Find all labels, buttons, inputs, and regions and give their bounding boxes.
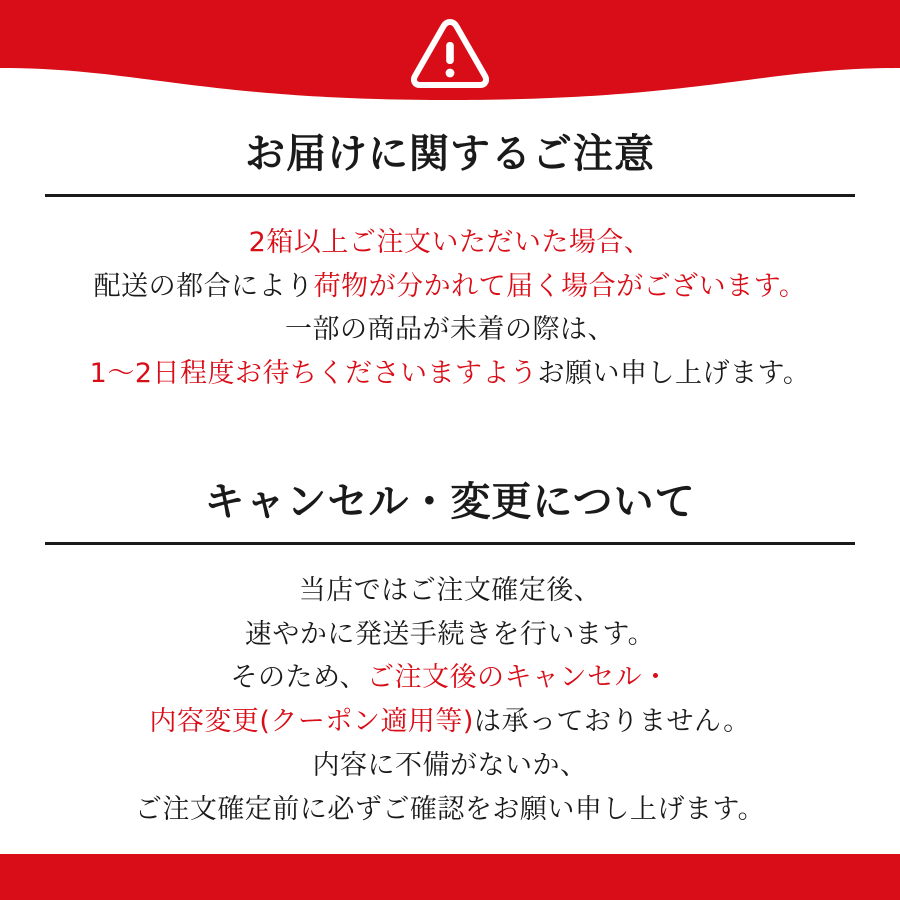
body-run: 内容変更(クーポン適用等)	[149, 706, 474, 738]
body-run: は承っておりません。	[473, 706, 751, 738]
body-line	[0, 788, 900, 832]
notice-content	[0, 110, 900, 831]
body-line	[0, 700, 900, 744]
body-line	[0, 221, 900, 265]
body-run: 2箱以上ご注文いただいた場合、	[248, 227, 652, 258]
section-body	[0, 545, 900, 831]
body-run: お願い申し上げます。	[537, 358, 811, 390]
section-heading: キャンセル・変更について	[204, 478, 696, 525]
body-line	[0, 569, 900, 613]
body-line	[0, 308, 900, 352]
body-run: ご注文確定前に必ずご確認をお願い申し上げます。	[134, 793, 766, 825]
bottom-bar	[0, 854, 900, 900]
section-spacer	[0, 396, 900, 458]
body-run: 荷物が分かれて届く場合がございます。	[313, 270, 807, 302]
body-run: 速やかに発送手続きを行います。	[244, 618, 656, 650]
body-line	[0, 613, 900, 657]
body-run: そのため、	[230, 662, 367, 694]
body-run: 一部の商品が未着の際は、	[285, 314, 615, 346]
section-heading: お届けに関するご注意	[245, 131, 655, 177]
body-run: 内容に不備がないか、	[312, 749, 588, 781]
warning-triangle-icon	[411, 18, 489, 88]
section-delivery-notice	[0, 110, 900, 396]
section-body	[0, 197, 900, 396]
body-run: 当店ではご注文確定後、	[298, 574, 602, 606]
body-run: ご注文後のキャンセル・	[366, 662, 670, 694]
body-line	[0, 744, 900, 788]
body-run: 1〜2日程度お待ちくださいますよう	[89, 358, 538, 390]
section-cancellation	[0, 458, 900, 831]
top-banner	[0, 0, 900, 100]
body-line	[0, 352, 900, 396]
body-run: 配送の都合により	[93, 270, 314, 302]
body-line	[0, 265, 900, 309]
body-line	[0, 656, 900, 700]
